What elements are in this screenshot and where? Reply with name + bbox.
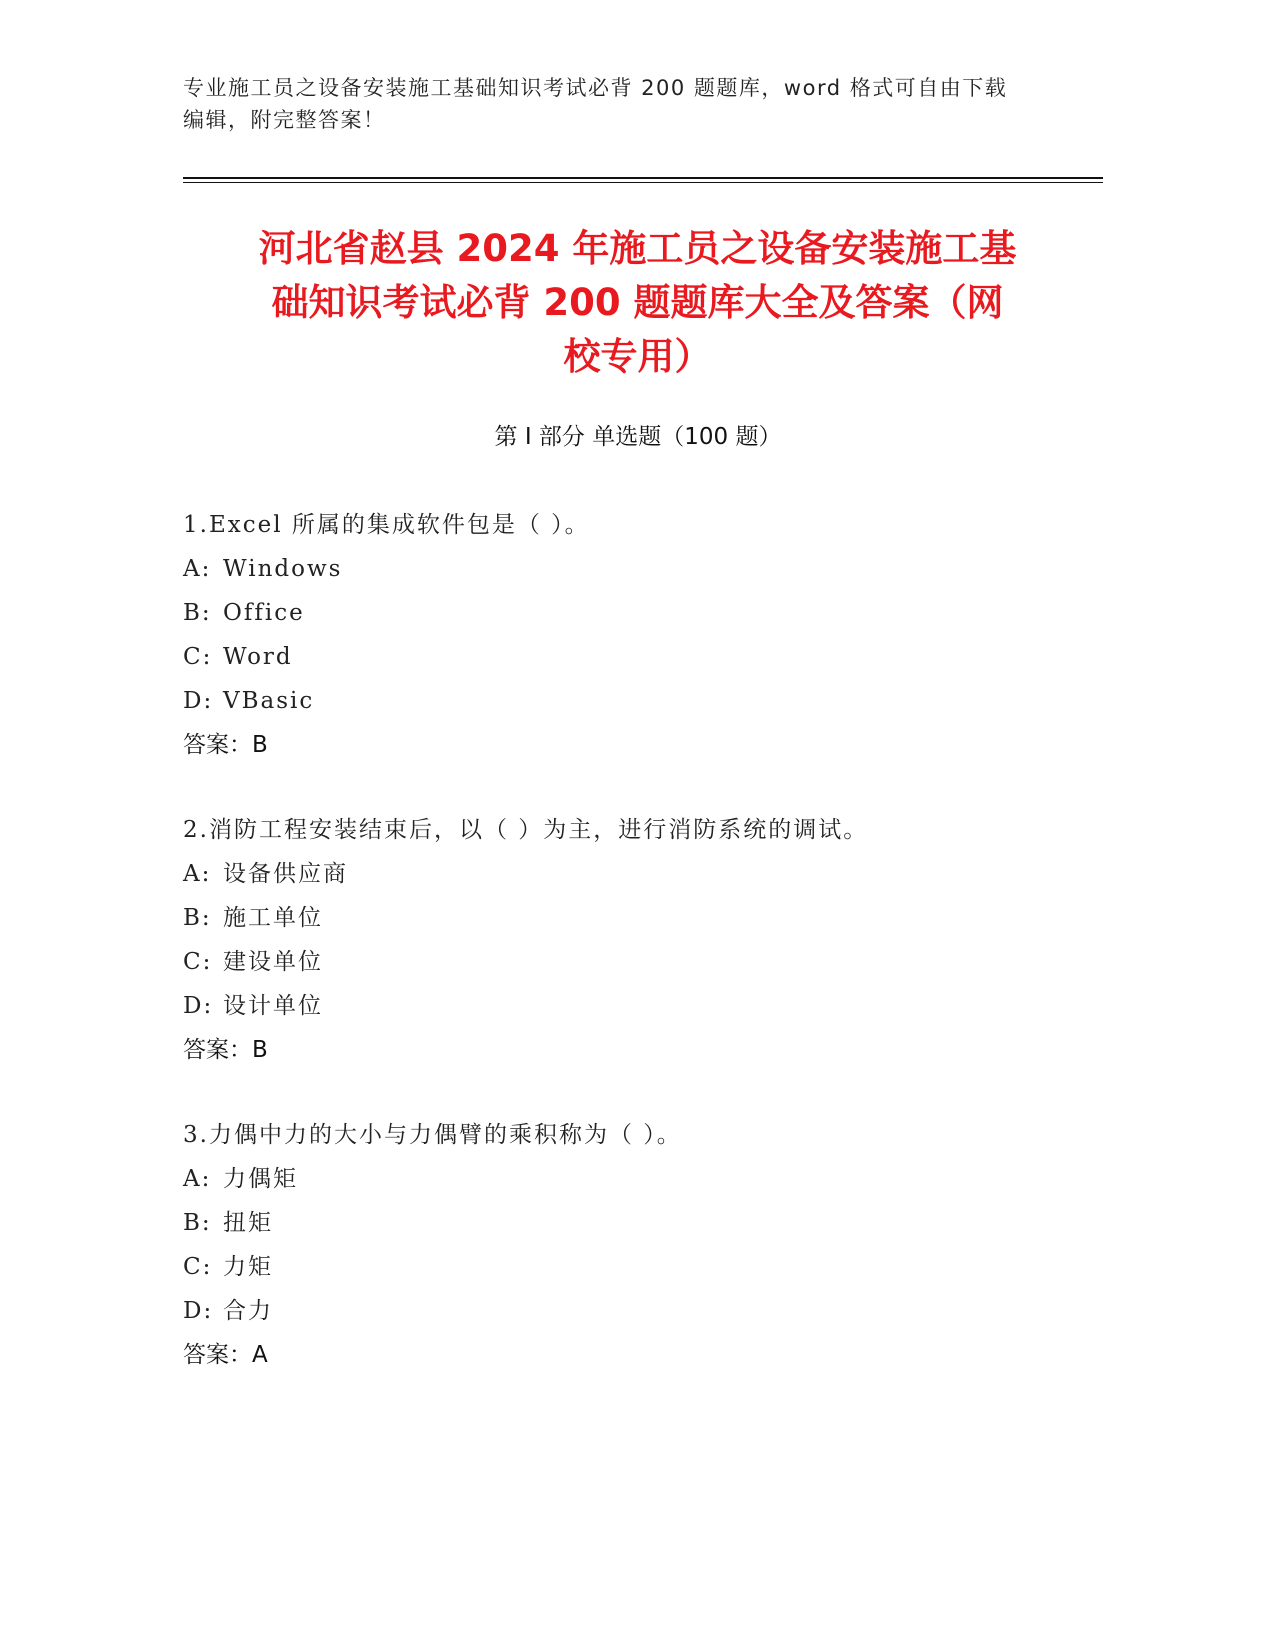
option-text: Word (223, 644, 293, 670)
question-stem: 1.Excel 所属的集成软件包是（ ）。 (183, 512, 590, 538)
answer-option (183, 591, 1083, 635)
question-answer: 答案：A (183, 1342, 268, 1368)
option-key: C: (183, 1254, 213, 1280)
option-key: B: (183, 1210, 212, 1236)
option-key: A: (183, 1166, 212, 1192)
header-note-line1: 专业施工员之设备安装施工基础知识考试必背 200 题题库，word 格式可自由下载 (183, 76, 1008, 100)
option-key: A: (183, 556, 212, 582)
title-line2: 础知识考试必背 200 题题库大全及答案（网 (271, 281, 1004, 324)
answer-option (183, 679, 1083, 723)
answer-option (183, 1201, 1083, 1245)
option-text: 力偶矩 (223, 1166, 298, 1192)
option-text: 扭矩 (223, 1210, 273, 1236)
option-key: D: (183, 1298, 214, 1324)
question-block (183, 503, 1083, 767)
answer-option (183, 1245, 1083, 1289)
header-note-line2: 编辑，附完整答案！ (183, 108, 386, 132)
answer-option (183, 547, 1083, 591)
option-text: 施工单位 (223, 905, 323, 931)
document-title (175, 222, 1100, 384)
option-text: 设计单位 (223, 993, 323, 1019)
question-block (183, 808, 1083, 1072)
option-key: B: (183, 905, 212, 931)
question-stem: 3.力偶中力的大小与力偶臂的乘积称为（ ）。 (183, 1122, 682, 1148)
option-text: 建设单位 (223, 949, 323, 975)
option-key: C: (183, 949, 213, 975)
answer-option (183, 635, 1083, 679)
option-text: Office (223, 600, 305, 626)
answer-option (183, 852, 1083, 896)
section-heading: 第 I 部分 单选题（100 题） (494, 424, 782, 450)
answer-option (183, 984, 1083, 1028)
answer-option (183, 1289, 1083, 1333)
question-block (183, 1113, 1083, 1377)
question-answer: 答案：B (183, 732, 268, 758)
answer-option (183, 896, 1083, 940)
option-key: D: (183, 993, 214, 1019)
question-answer: 答案：B (183, 1037, 268, 1063)
option-key: A: (183, 861, 212, 887)
option-key: C: (183, 644, 213, 670)
option-text: VBasic (223, 688, 315, 714)
option-text: 合力 (223, 1298, 273, 1324)
question-stem: 2.消防工程安装结束后，以（ ）为主，进行消防系统的调试。 (183, 817, 869, 843)
option-text: 设备供应商 (223, 861, 348, 887)
answer-option (183, 940, 1083, 984)
page-header-note (183, 72, 1083, 136)
option-key: D: (183, 688, 214, 714)
option-key: B: (183, 600, 212, 626)
header-divider-thin (183, 182, 1103, 183)
option-text: 力矩 (223, 1254, 273, 1280)
option-text: Windows (223, 556, 343, 582)
header-divider-thick (183, 177, 1103, 179)
title-line1: 河北省赵县 2024 年施工员之设备安装施工基 (258, 227, 1017, 270)
answer-option (183, 1157, 1083, 1201)
title-line3: 校专用） (563, 335, 712, 378)
